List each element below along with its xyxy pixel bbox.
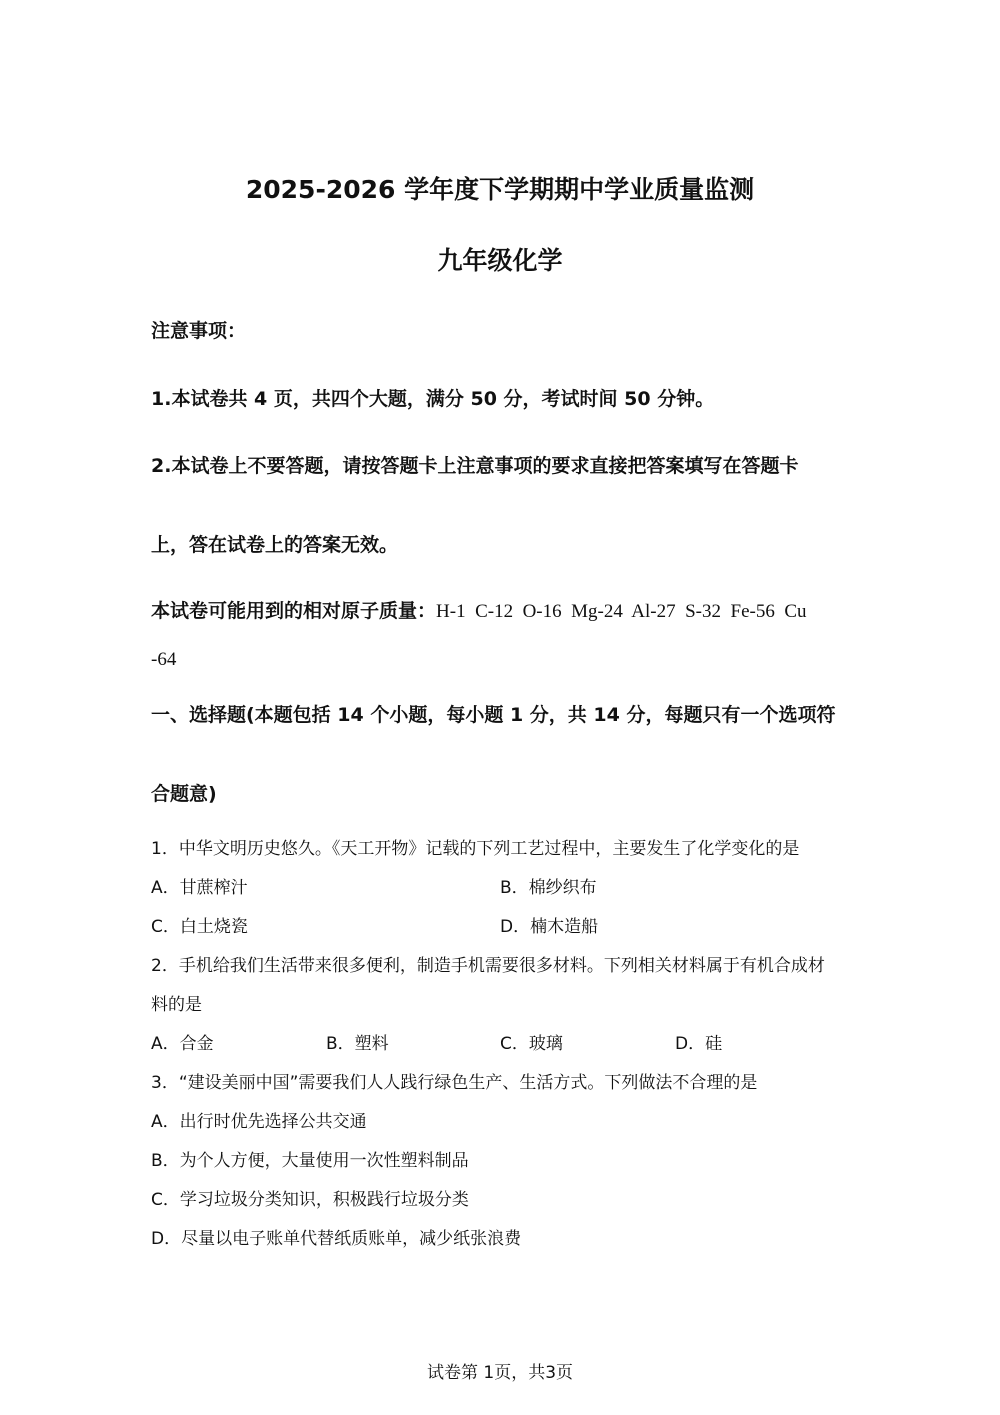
atomic-mass-line [151,596,807,623]
notes-item-2-line-1: 2.本试卷上不要答题，请按答题卡上注意事项的要求直接把答案填写在答题卡 [151,455,799,477]
atomic-mass-values-continued: -64 [151,649,177,670]
atomic-mass-values: H-1 C-12 O-16 Mg-24 Al-27 S-32 Fe-56 Cu [436,601,807,622]
question-1-option-c: C．白土烧瓷 [151,917,248,937]
question-1-option-d: D．楠木造船 [500,917,599,937]
question-3-option-a: A．出行时优先选择公共交通 [151,1112,367,1132]
page-footer: 试卷第 1页，共3页 [426,1363,574,1383]
question-3-option-d: D．尽量以电子账单代替纸质账单，减少纸张浪费 [151,1229,522,1249]
question-2-option-b: B．塑料 [326,1034,389,1054]
question-2-option-c: C．玻璃 [500,1034,563,1054]
atomic-mass-label: 本试卷可能用到的相对原子质量： [151,600,437,622]
question-1-option-b: B．棉纱织布 [500,878,597,898]
exam-title: 2025-2026 学年度下学期期中学业质量监测 [245,175,755,204]
question-2-option-d: D．硅 [675,1034,723,1054]
question-1-option-a: A．甘蔗榨汁 [151,878,248,898]
question-2-stem-line-1: 2．手机给我们生活带来很多便利，制造手机需要很多材料。下列相关材料属于有机合成材 [151,956,825,976]
question-3-stem: 3．“建设美丽中国”需要我们人人践行绿色生产、生活方式。下列做法不合理的是 [151,1073,758,1093]
question-3-option-b: B．为个人方便，大量使用一次性塑料制品 [151,1151,469,1171]
section-1-heading-line-1: 一、选择题(本题包括 14 个小题，每小题 1 分，共 14 分，每题只有一个选项符 [151,704,836,726]
notes-item-2-line-2: 上，答在试卷上的答案无效。 [151,534,399,556]
notes-heading: 注意事项： [151,320,247,342]
question-2-stem-line-2: 料的是 [151,995,202,1015]
question-3-option-c: C．学习垃圾分类知识，积极践行垃圾分类 [151,1190,469,1210]
section-1-heading-line-2: 合题意) [151,783,217,805]
notes-item-1: 1.本试卷共 4 页，共四个大题，满分 50 分，考试时间 50 分钟。 [151,388,715,410]
question-1-stem: 1．中华文明历史悠久。《天工开物》记载的下列工艺过程中，主要发生了化学变化的是 [151,839,800,859]
question-2-option-a: A．合金 [151,1034,214,1054]
exam-subtitle: 九年级化学 [437,246,563,275]
